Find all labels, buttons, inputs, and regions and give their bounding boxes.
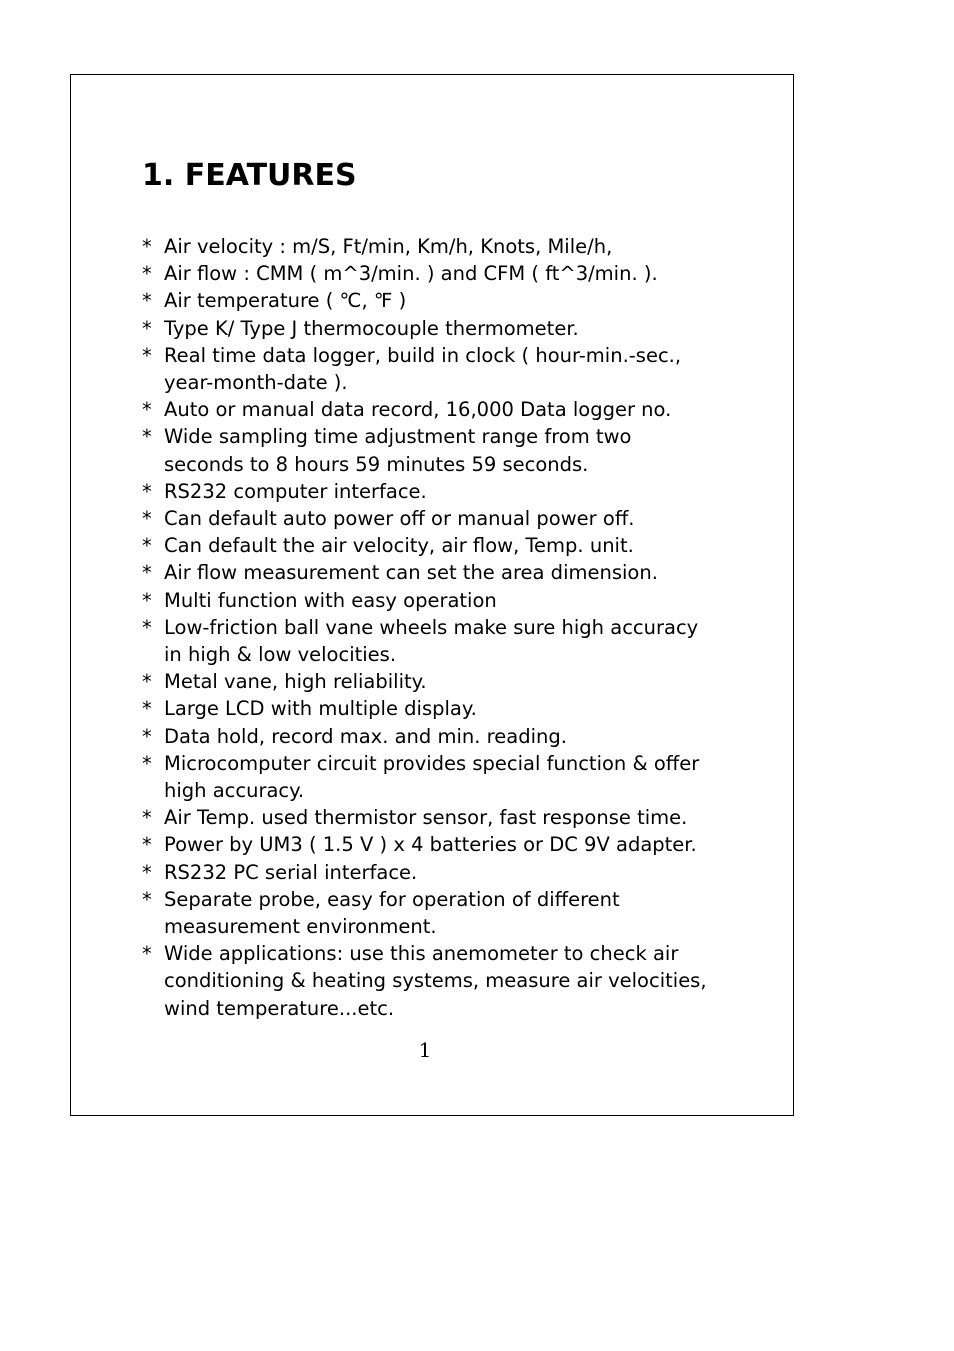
feature-list [142, 233, 742, 1022]
bullet-asterisk: * [142, 942, 152, 966]
bullet-asterisk: * [142, 343, 152, 367]
bullet-asterisk: * [142, 316, 152, 340]
feature-item [142, 287, 742, 314]
feature-item [142, 614, 742, 668]
feature-text-line: Power by UM3 ( 1.5 V ) x 4 batteries or DC 9V adapter. [164, 833, 697, 857]
feature-text-line: wind temperature...etc. [164, 996, 395, 1020]
feature-item [142, 342, 742, 396]
bullet-asterisk: * [142, 561, 152, 585]
feature-item [142, 532, 742, 559]
feature-text-line: Real time data logger, build in clock ( hour-min.-sec., [164, 343, 682, 367]
feature-item [142, 233, 742, 260]
feature-item [142, 859, 742, 886]
feature-text-line: conditioning & heating systems, measure air velocities, [164, 969, 707, 993]
feature-text-line: Type K/ Type J thermocouple thermometer. [164, 316, 579, 340]
bullet-asterisk: * [142, 751, 152, 775]
bullet-asterisk: * [142, 860, 152, 884]
feature-item [142, 886, 742, 940]
feature-text-line: Air Temp. used thermistor sensor, fast response time. [164, 806, 688, 830]
feature-text-line: measurement environment. [164, 915, 437, 939]
feature-text-line: Air flow : CMM ( m^3/min. ) and CFM ( ft^3/min. ). [164, 262, 658, 286]
bullet-asterisk: * [142, 670, 152, 694]
feature-item [142, 940, 742, 1022]
feature-text-line: Multi function with easy operation [164, 588, 497, 612]
bullet-asterisk: * [142, 289, 152, 313]
feature-text-line: Large LCD with multiple display. [164, 697, 477, 721]
feature-item [142, 478, 742, 505]
feature-text-line: in high & low velocities. [164, 643, 397, 667]
feature-text-line: Wide applications: use this anemometer to check air [164, 942, 679, 966]
bullet-asterisk: * [142, 398, 152, 422]
feature-text-line: Air flow measurement can set the area dimension. [164, 561, 658, 585]
bullet-asterisk: * [142, 724, 152, 748]
bullet-asterisk: * [142, 615, 152, 639]
bullet-asterisk: * [142, 887, 152, 911]
bullet-asterisk: * [142, 425, 152, 449]
feature-text-line: RS232 PC serial interface. [164, 860, 418, 884]
feature-text-line: Microcomputer circuit provides special function & offer [164, 751, 700, 775]
feature-item [142, 315, 742, 342]
feature-text-line: Can default the air velocity, air flow, Temp. unit. [164, 534, 634, 558]
feature-item [142, 831, 742, 858]
feature-text-line: Air temperature ( ℃, ℉ ) [164, 289, 407, 313]
bullet-asterisk: * [142, 833, 152, 857]
feature-text-line: Auto or manual data record, 16,000 Data logger no. [164, 398, 672, 422]
feature-item [142, 668, 742, 695]
feature-text-line: RS232 computer interface. [164, 479, 427, 503]
page-number: 1 [418, 1038, 432, 1062]
bullet-asterisk: * [142, 806, 152, 830]
feature-text-line: Separate probe, easy for operation of different [164, 887, 620, 911]
feature-text-line: high accuracy. [164, 779, 305, 803]
bullet-asterisk: * [142, 534, 152, 558]
feature-item [142, 723, 742, 750]
feature-item [142, 559, 742, 586]
feature-item [142, 260, 742, 287]
feature-item [142, 587, 742, 614]
feature-item [142, 396, 742, 423]
feature-text-line: seconds to 8 hours 59 minutes 59 seconds. [164, 452, 589, 476]
feature-text-line: Data hold, record max. and min. reading. [164, 724, 567, 748]
feature-text-line: year-month-date ). [164, 371, 348, 395]
bullet-asterisk: * [142, 588, 152, 612]
feature-item [142, 750, 742, 804]
feature-text-line: Metal vane, high reliability. [164, 670, 427, 694]
bullet-asterisk: * [142, 479, 152, 503]
feature-item [142, 695, 742, 722]
bullet-asterisk: * [142, 235, 152, 258]
bullet-asterisk: * [142, 697, 152, 721]
feature-text-line: Low-friction ball vane wheels make sure high accuracy [164, 615, 699, 639]
bullet-asterisk: * [142, 507, 152, 531]
feature-text-line: Can default auto power off or manual power off. [164, 507, 635, 531]
feature-text-line: Wide sampling time adjustment range from two [164, 425, 632, 449]
section-title: 1. FEATURES [142, 158, 357, 193]
feature-item [142, 423, 742, 477]
feature-text-line: Air velocity : m/S, Ft/min, Km/h, Knots, Mile/h, [164, 235, 613, 258]
feature-item [142, 804, 742, 831]
bullet-asterisk: * [142, 262, 152, 286]
feature-item [142, 505, 742, 532]
